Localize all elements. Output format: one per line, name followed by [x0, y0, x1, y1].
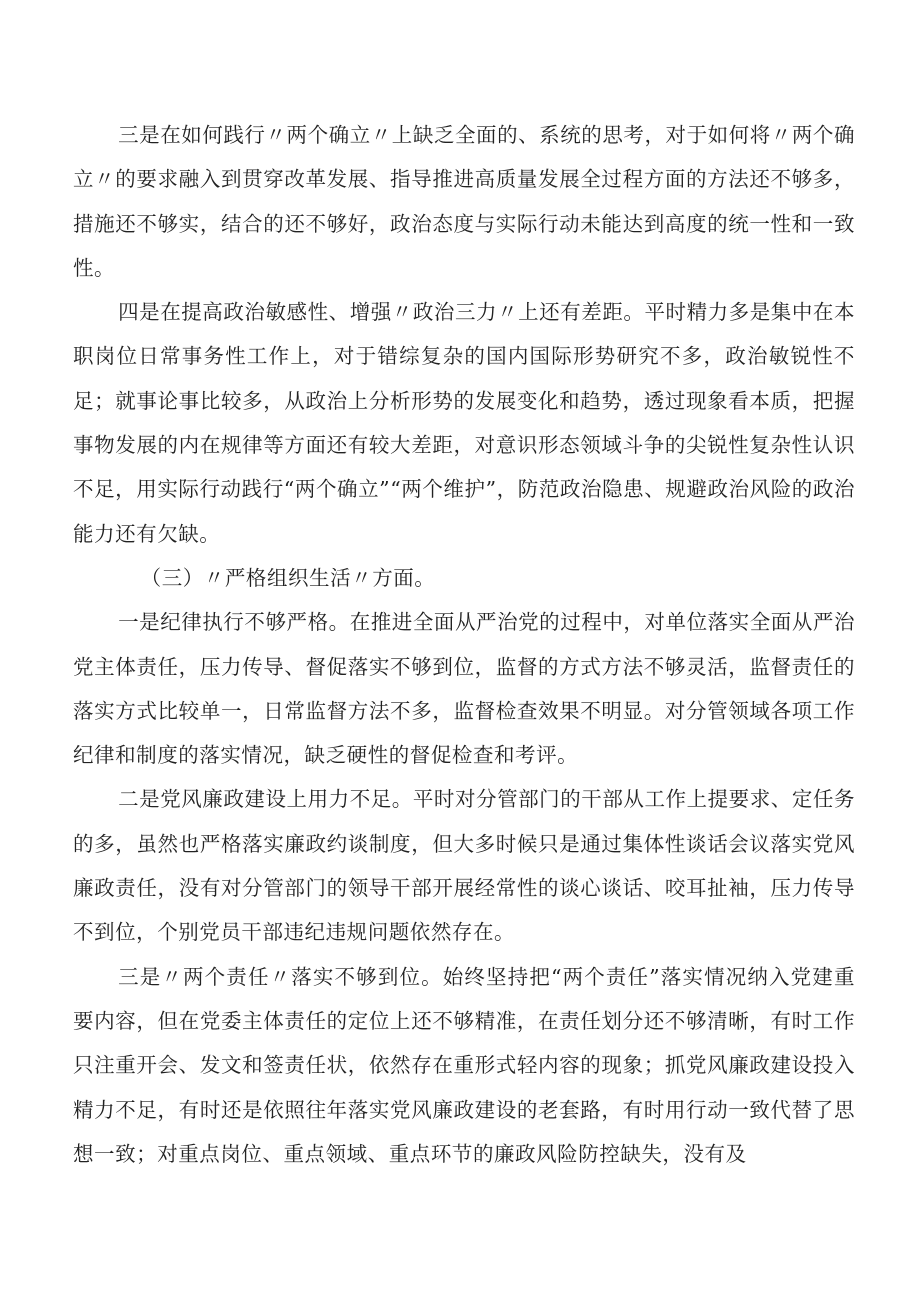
section-heading-organizational-life: （三）〃严格组织生活〃方面。: [140, 565, 436, 590]
document-body: [73, 113, 855, 1176]
paragraph-party-conduct: 二是党风廉政建设上用力不足。平时对分管部门的干部从工作上提要求、定任务的多，虽然也严格落实廉政约谈制度，但大多时候只是通过集体性谈话会议落实党风廉政责任，没有对分管部门的领导干部开展经常性的谈心谈话、咬耳扯袖，压力传导不到位，个别党员干部违纪违规问题依然存在。: [73, 787, 855, 945]
paragraph-two-responsibilities: 三是〃两个责任〃落实不够到位。始终坚持把“两个责任”落实情况纳入党建重要内容，但在党委主体责任的定位上还不够精准，在责任划分还不够清晰，有时工作只注重开会、发文和签责任状，依然存在重形式轻内容的现象；抓党风廉政建设投入精力不足，有时还是依照往年落实党风廉政建设的老套路，有时用行动一致代替了思想一致；对重点岗位、重点领域、重点环节的廉政风险防控缺失，没有及: [73, 964, 855, 1166]
paragraph-practice-two-establishments: 三是在如何践行〃两个确立〃上缺乏全面的、系统的思考，对于如何将〃两个确立〃的要求融入到贯穿改革发展、指导推进高质量发展全过程方面的方法还不够多，措施还不够实，结合的还不够好，政治态度与实际行动未能达到高度的统一性和一致性。: [73, 123, 855, 280]
paragraph-discipline-enforcement: 一是纪律执行不够严格。在推进全面从严治党的过程中，对单位落实全面从严治党主体责任，压力传导、督促落实不够到位，监督的方式方法不够灵活，监督责任的落实方式比较单一，日常监督方法不多，监督检查效果不明显。对分管领域各项工作纪律和制度的落实情况，缺乏硬性的督促检查和考评。: [73, 610, 855, 768]
paragraph-political-sensitivity: 四是在提高政治敏感性、增强〃政治三力〃上还有差距。平时精力多是集中在本职岗位日常事务性工作上，对于错综复杂的国内国际形势研究不多，政治敏锐性不足；就事论事比较多，从政治上分析形势的发展变化和趋势，透过现象看本质，把握事物发展的内在规律等方面还有较大差距，对意识形态领域斗争的尖锐性复杂性认识不足，用实际行动践行“两个确立”“两个维护”，防范政治隐患、规避政治风险的政治能力还有欠缺。: [73, 300, 855, 546]
